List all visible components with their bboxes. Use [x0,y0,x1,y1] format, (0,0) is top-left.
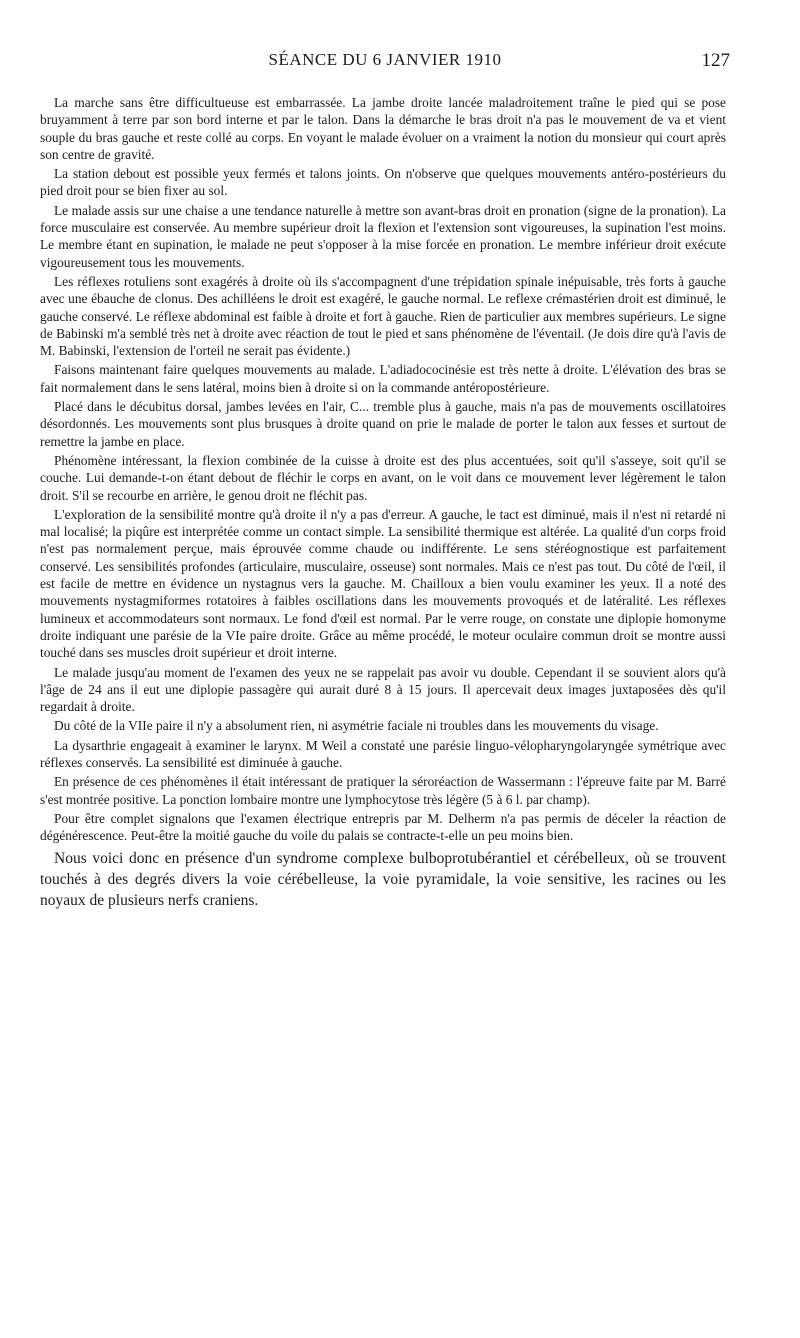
paragraph-decubitus: Placé dans le décubitus dorsal, jambes levées en l'air, C... tremble plus à gauche, mais n'a pas de mouvements oscillatoires désordonnés. Les mouvements sont plus brusques à droite quand on prie le malade de porter le talon aux fesses et surtout de remettre la jambe en place. [40,399,726,449]
paragraph-gait: La marche sans être difficultueuse est embarrassée. La jambe droite lancée maladroitement traîne le pied qui se pose bruyamment à terre par son bord interne et par le talon. Dans la démarche le bras droit n'a pas le mouvement de va et vient souple du bras gauche et reste collé au corps. En voyant le malade évoluer on a vraiment la notion du monsieur qui court après son centre de gravité. [40,95,726,162]
page-number: 127 [701,50,730,71]
paragraph-conclusion: Nous voici donc en présence d'un syndrome complexe bulboprotubérantiel et cérébelleux, où se trouvent touchés à des degrés divers la voie cérébelleuse, la voie pyramidale, la voie sensitive, les racines ou les noyaux de plusieurs nerfs craniens. [40,850,726,910]
paragraph-flexion: Phénomène intéressant, la flexion combinée de la cuisse à droite est des plus accentuées, soit qu'il s'asseye, soit qu'il se couche. Lui demande-t-on étant debout de fléchir le corps en avant, on le voit dans ce mouvement lever légèrement le talon droit. S'il se recourbe en arrière, le genou droit ne fléchit pas. [40,452,726,503]
page-header [40,50,730,74]
body-text [40,94,726,911]
paragraph-standing: La station debout est possible yeux fermés et talons joints. On n'observe que quelques mouvements antéro-postérieurs du pied droit pour se bien fixer au sol. [40,166,726,199]
paragraph-wassermann: En présence de ces phénomènes il était intéressant de pratiquer la séroréaction de Wassermann : l'épreuve faite par M. Barré s'est montrée positive. La ponction lombaire montre une lymphocytose très légère (5 à 6 l. par champ). [40,774,726,807]
paragraph-reflexes: Les réflexes rotuliens sont exagérés à droite où ils s'accompagnent d'une trépidation spinale inépuisable, très forts à gauche avec une ébauche de clonus. Des achilléens le droit est exagéré, le gauche normal. Le reflexe crémastérien droit est diminué, le gauche conservé. Le réflexe abdominal est faible à droite et fort à gauche. Rien de particulier aux membres supérieurs. Le signe de Babinski m'a semblé très net à droite avec réaction de tout le pied et sans phénomène de l'éventail. (Je dois dire qu'à l'avis de M. Babinski, l'extension de l'orteil ne serait pas évidente.) [40,273,726,359]
paragraph-electric-exam: Pour être complet signalons que l'examen électrique entrepris par M. Delherm n'a pas permis de déceler la réaction de dégénérescence. Peut-être la moitié gauche du voile du palais se contracte-t-elle un peu moins bien. [40,810,726,844]
running-title: SÉANCE DU 6 JANVIER 1910 [268,50,502,69]
paragraph-seventh-nerve: Du côté de la VIIe paire il n'y a absolument rien, ni asymétrie faciale ni troubles dans les mouvements du visage. [54,718,659,734]
paragraph-diplopia: Le malade jusqu'au moment de l'examen des yeux ne se rappelait pas avoir vu double. Cependant il se souvient alors qu'à l'âge de 24 ans il eut une diplopie passagère qui aurait duré 8 à 15 jours. Il apercevait deux images juxtaposées dès qu'il regardait à droite. [40,664,726,715]
paragraph-seated: Le malade assis sur une chaise a une tendance naturelle à mettre son avant-bras droit en pronation (signe de la pronation). La force musculaire est conservée. Au membre supérieur droit la flexion et l'extension sont vigoureuses, la supination l'est moins. Le membre étant en supination, le malade ne peut s'opposer à la mise forcée en pronation. Le membre inférieur droit exécute vigoureusement tous les mouvements. [40,202,726,270]
paragraph-movements: Faisons maintenant faire quelques mouvements au malade. L'adiadococinésie est très nette à droite. L'élévation des bras se fait normalement dans le sens latéral, moins bien à droite si on la commande antéropostérieure. [40,362,726,395]
paragraph-sensibility: L'exploration de la sensibilité montre qu'à droite il n'y a pas d'erreur. A gauche, le tact est diminué, mais il n'est ni retardé ni mal localisé; la piqûre est interprétée comme un contact simple. La sensibilité thermique est altérée. La qualité d'un corps froid n'est pas normalement perçue, mais éprouvée comme chaude ou indifférente. Le sens stéréognostique est parfaitement conservé. Les sensibilités profondes (articulaire, musculaire, osseuse) sont normales. Mais ce n'est pas tout. Du côté de l'œil, il est facile de mettre en évidence un nystagnus vers la gauche. M. Chailloux a bien voulu examiner les yeux. Il a noté des mouvements nystagmiformes rotatoires à faibles oscillations dans les mouvements provoqués et de latéralité. Les réflexes lumineux et accommodateurs sont normaux. Le fond d'œil est normal. Par le verre rouge, on constate une diplopie homonyme droite indiquant une parésie de la VIe paire droite. Grâce au même procédé, le moteur oculaire commun droit se montre aussi touché dans ses muscles droit supérieur et droit interne. [40,506,726,661]
paragraph-larynx: La dysarthrie engageait à examiner le larynx. M Weil a constaté une parésie linguo-vélopharyngolaryngée symétrique avec réflexes conservés. La sensibilité est diminuée à gauche. [40,737,726,770]
